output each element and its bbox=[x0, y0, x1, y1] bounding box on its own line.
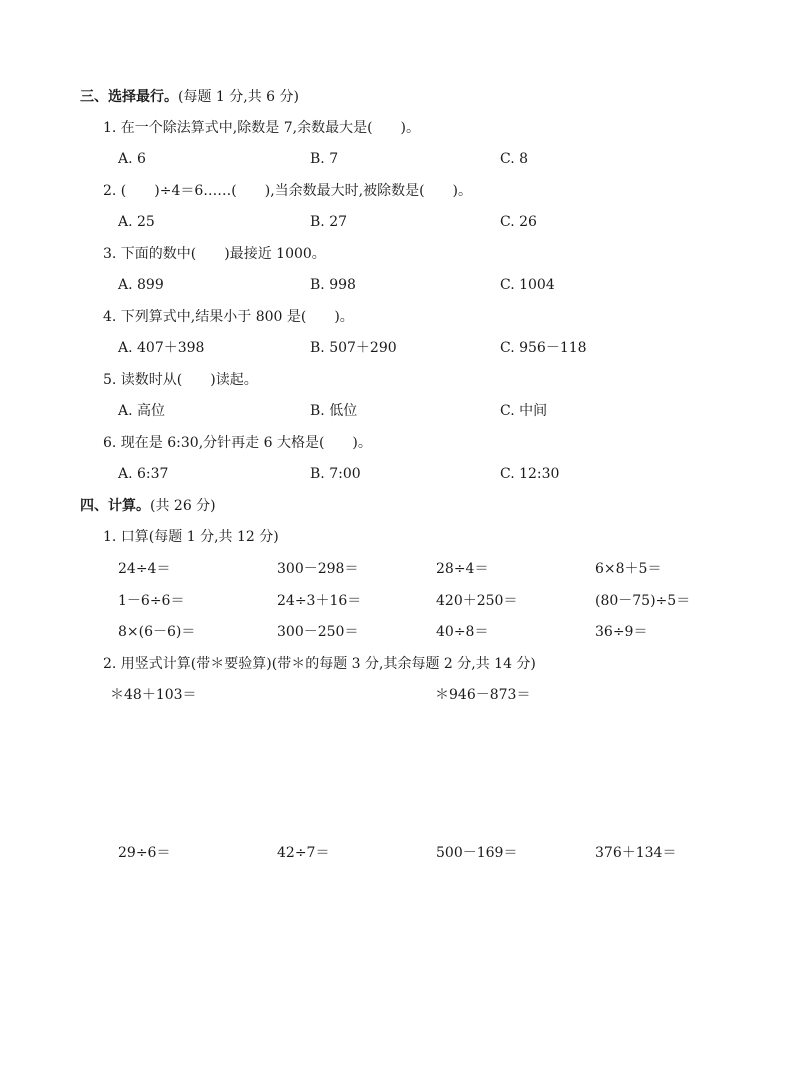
oral-calc-item: (80－75)÷5＝ bbox=[595, 593, 691, 609]
vertical-calc-item: 42÷7＝ bbox=[277, 845, 330, 861]
question-4-option-b[interactable]: B. 507＋290 bbox=[310, 340, 397, 356]
question-5-stem: 5. 读数时从( )读起。 bbox=[103, 372, 258, 388]
question-3-option-a[interactable]: A. 899 bbox=[118, 277, 164, 293]
section-4-heading: 四、计算。 bbox=[80, 498, 150, 514]
question-5-option-c[interactable]: C. 中间 bbox=[500, 403, 548, 419]
section-4-score-note: (共 26 分) bbox=[150, 498, 216, 514]
oral-calc-item: 8×(6－6)＝ bbox=[118, 624, 196, 640]
question-3-option-c[interactable]: C. 1004 bbox=[500, 277, 555, 293]
question-2-option-b[interactable]: B. 27 bbox=[310, 214, 348, 230]
oral-calc-item: 6×8＋5＝ bbox=[595, 561, 662, 577]
question-4-option-a[interactable]: A. 407＋398 bbox=[118, 340, 205, 356]
oral-calc-item: 1－6÷6＝ bbox=[118, 593, 185, 609]
question-1-stem: 1. 在一个除法算式中,除数是 7,余数最大是( )。 bbox=[103, 120, 420, 136]
oral-calc-item: 28÷4＝ bbox=[436, 561, 489, 577]
section-3-score-note: (每题 1 分,共 6 分) bbox=[178, 89, 299, 105]
question-1-option-b[interactable]: B. 7 bbox=[310, 151, 339, 167]
question-2-option-c[interactable]: C. 26 bbox=[500, 214, 537, 230]
question-1-option-a[interactable]: A. 6 bbox=[118, 151, 146, 167]
vertical-calc-title: 2. 用竖式计算(带＊要验算)(带＊的每题 3 分,其余每题 2 分,共 14 分) bbox=[103, 656, 536, 672]
section-3-title bbox=[80, 87, 299, 107]
vertical-calc-item: 500－169＝ bbox=[436, 845, 518, 861]
vertical-calc-starred-item: ＊48＋103＝ bbox=[110, 687, 197, 703]
question-6-option-c[interactable]: C. 12:30 bbox=[500, 466, 560, 482]
question-6-stem: 6. 现在是 6:30,分针再走 6 大格是( )。 bbox=[103, 435, 372, 451]
oral-calc-item: 24÷4＝ bbox=[118, 561, 171, 577]
question-5-option-a[interactable]: A. 高位 bbox=[118, 403, 166, 419]
question-5-option-b[interactable]: B. 低位 bbox=[310, 403, 358, 419]
question-6-option-a[interactable]: A. 6:37 bbox=[118, 466, 169, 482]
section-4-title bbox=[80, 496, 216, 516]
question-6-option-b[interactable]: B. 7:00 bbox=[310, 466, 361, 482]
oral-calc-title: 1. 口算(每题 1 分,共 12 分) bbox=[103, 529, 279, 545]
question-2-stem: 2. ( )÷4＝6……( ),当余数最大时,被除数是( )。 bbox=[103, 183, 473, 199]
oral-calc-item: 40÷8＝ bbox=[436, 624, 489, 640]
section-3-heading: 三、选择最行。 bbox=[80, 89, 178, 105]
vertical-calc-item: 376＋134＝ bbox=[595, 845, 677, 861]
question-1-option-c[interactable]: C. 8 bbox=[500, 151, 529, 167]
oral-calc-item: 300－298＝ bbox=[277, 561, 359, 577]
oral-calc-item: 420＋250＝ bbox=[436, 593, 518, 609]
question-2-option-a[interactable]: A. 25 bbox=[118, 214, 155, 230]
oral-calc-item: 24÷3＋16＝ bbox=[277, 593, 362, 609]
vertical-calc-item: 29÷6＝ bbox=[118, 845, 171, 861]
question-4-option-c[interactable]: C. 956－118 bbox=[500, 340, 587, 356]
oral-calc-item: 36÷9＝ bbox=[595, 624, 648, 640]
question-4-stem: 4. 下列算式中,结果小于 800 是( )。 bbox=[103, 309, 354, 325]
question-3-option-b[interactable]: B. 998 bbox=[310, 277, 356, 293]
vertical-calc-starred-item: ＊946－873＝ bbox=[435, 687, 531, 703]
question-3-stem: 3. 下面的数中( )最接近 1000。 bbox=[103, 246, 326, 262]
oral-calc-item: 300－250＝ bbox=[277, 624, 359, 640]
